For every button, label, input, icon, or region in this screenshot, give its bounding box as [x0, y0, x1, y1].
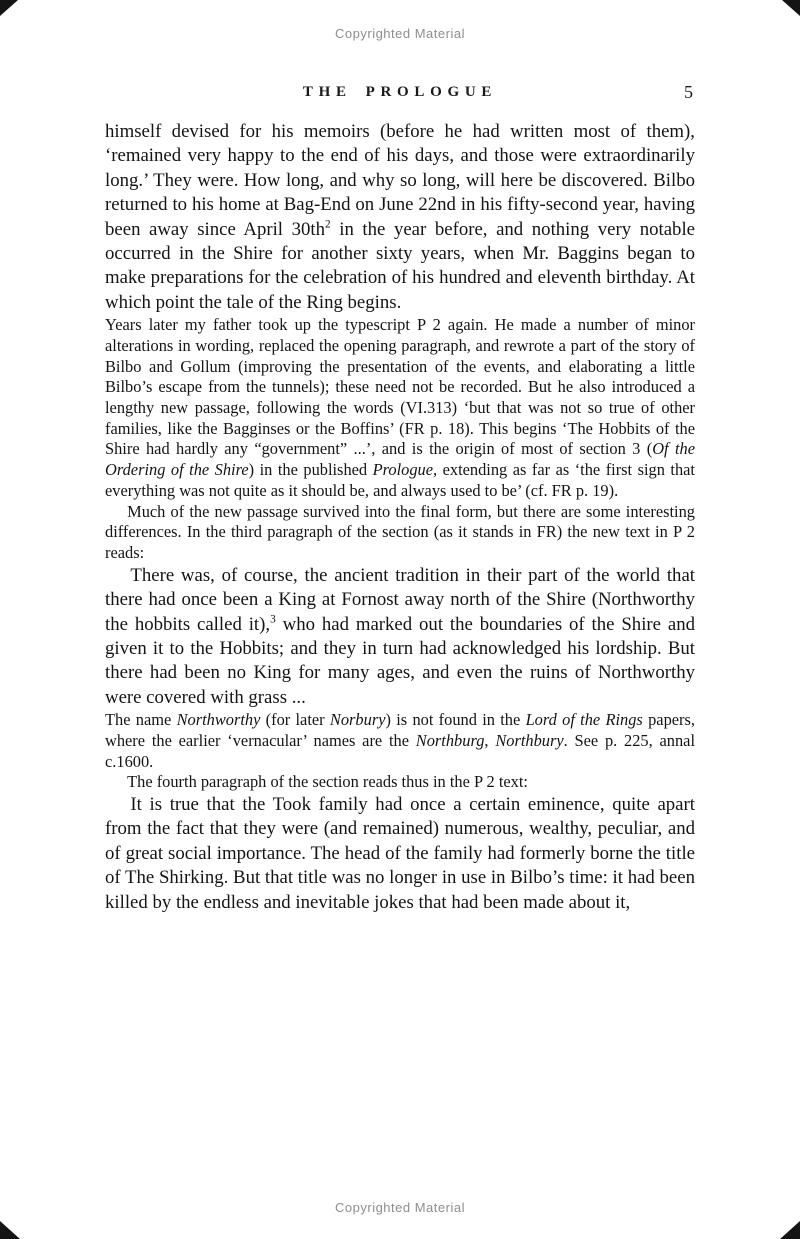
- paragraph: [105, 315, 695, 501]
- paragraph: [105, 120, 695, 315]
- paragraph: [105, 564, 695, 710]
- italic-text: Norbury: [329, 710, 386, 730]
- body-text: who had marked out the boundaries of the Shire and given it to the Hobbits; and they in turn had acknowledged his lordship. But there had been no King for many ages, and even the ruins of Northworthy were covered with grass ...: [105, 613, 695, 708]
- body-text: The fourth paragraph of the section reads thus in the P 2 text:: [127, 772, 528, 792]
- scan-corner-bottom-right: [780, 1221, 800, 1239]
- italic-text: Northworthy: [176, 710, 261, 730]
- italic-text: Northbury: [495, 730, 564, 750]
- page-header: [105, 84, 695, 106]
- body-text: , extending as far as ‘the first sign that everything was not quite as it should be, and always used to be’ (cf. FR p. 19).: [105, 460, 695, 500]
- footnote-reference: 2: [325, 218, 331, 231]
- italic-text: Northburg: [415, 730, 485, 750]
- paragraph: [105, 710, 695, 772]
- copyright-notice-top: Copyrighted Material: [335, 26, 465, 41]
- body-text: ) is not found in the: [385, 710, 526, 730]
- body-text: Much of the new passage survived into the final form, but there are some interesting differences. In the third paragraph of the section (as it stands in FR) the new text in P 2 reads:: [105, 501, 695, 562]
- scan-corner-top-right: [782, 0, 800, 16]
- scan-corner-top-left: [0, 0, 18, 16]
- scan-corner-bottom-left: [0, 1221, 20, 1239]
- paragraph: [105, 772, 695, 793]
- italic-text: Lord of the Rings: [525, 710, 643, 730]
- italic-text: Prologue: [372, 460, 434, 480]
- page-number: 5: [684, 82, 693, 102]
- paragraph: [105, 502, 695, 564]
- body-text: Years later my father took up the typescript P 2 again. He made a number of minor alterations in wording, replaced the opening paragraph, and rewrote a part of the story of Bilbo and Gollum (improving the presentation of the events, and elaborating a little Bilbo’s escape from the tunnels); these need not be recorded. But he also introduced a lengthy new passage, following the words (VI.313) ‘but that was not so true of other families, like the Bagginses or the Boffins’ (FR p. 18). This begins ‘The Hobbits of the Shire had hardly any “government” ...’, and is the origin of most of section 3 (: [105, 315, 695, 459]
- body-text: There was, of course, the ancient tradition in their part of the world that there had once been a King at Fornost away north of the Shire (Northworthy the hobbits called it),: [105, 564, 695, 635]
- body-text: ) in the published: [248, 460, 373, 480]
- body-text: papers, where the earlier ‘vernacular’ names are the: [105, 710, 695, 750]
- body-text: ,: [484, 730, 496, 750]
- footnote-reference: 3: [270, 613, 276, 626]
- page-content: [105, 84, 695, 915]
- paragraph: [105, 793, 695, 915]
- running-head: THE PROLOGUE: [302, 84, 498, 100]
- body-text: The name: [105, 710, 177, 730]
- copyright-notice-bottom: Copyrighted Material: [335, 1200, 465, 1215]
- body-text: . See p. 225, annal c.1600.: [105, 730, 696, 771]
- text-block: [105, 120, 695, 915]
- body-text: It is true that the Took family had once a certain eminence, quite apart from the fact that they were (and remained) numerous, wealthy, peculiar, and of great social importance. The head of the family had formerly borne the title of The Shirking. But that title was no longer in use in Bilbo’s time: it had been killed by the endless and inevitable jokes that had been made about it,: [105, 793, 695, 913]
- body-text: (for later: [260, 710, 330, 730]
- italic-text: Of the Ordering of the Shire: [105, 439, 695, 480]
- body-text: himself devised for his memoirs (before he had written most of them), ‘remained very happy to the end of his days, and those were extraordinarily long.’ They were. How long, and why so long, will here be discovered. Bilbo returned to his home at Bag-End on June 22nd in his fifty-second year, having been away since April 30th: [105, 121, 695, 240]
- body-text: in the year before, and nothing very notable occurred in the Shire for another sixty years, when Mr. Baggins began to make preparations for the celebration of his hundred and eleventh birthday. At which point the tale of the Ring begins.: [105, 218, 695, 313]
